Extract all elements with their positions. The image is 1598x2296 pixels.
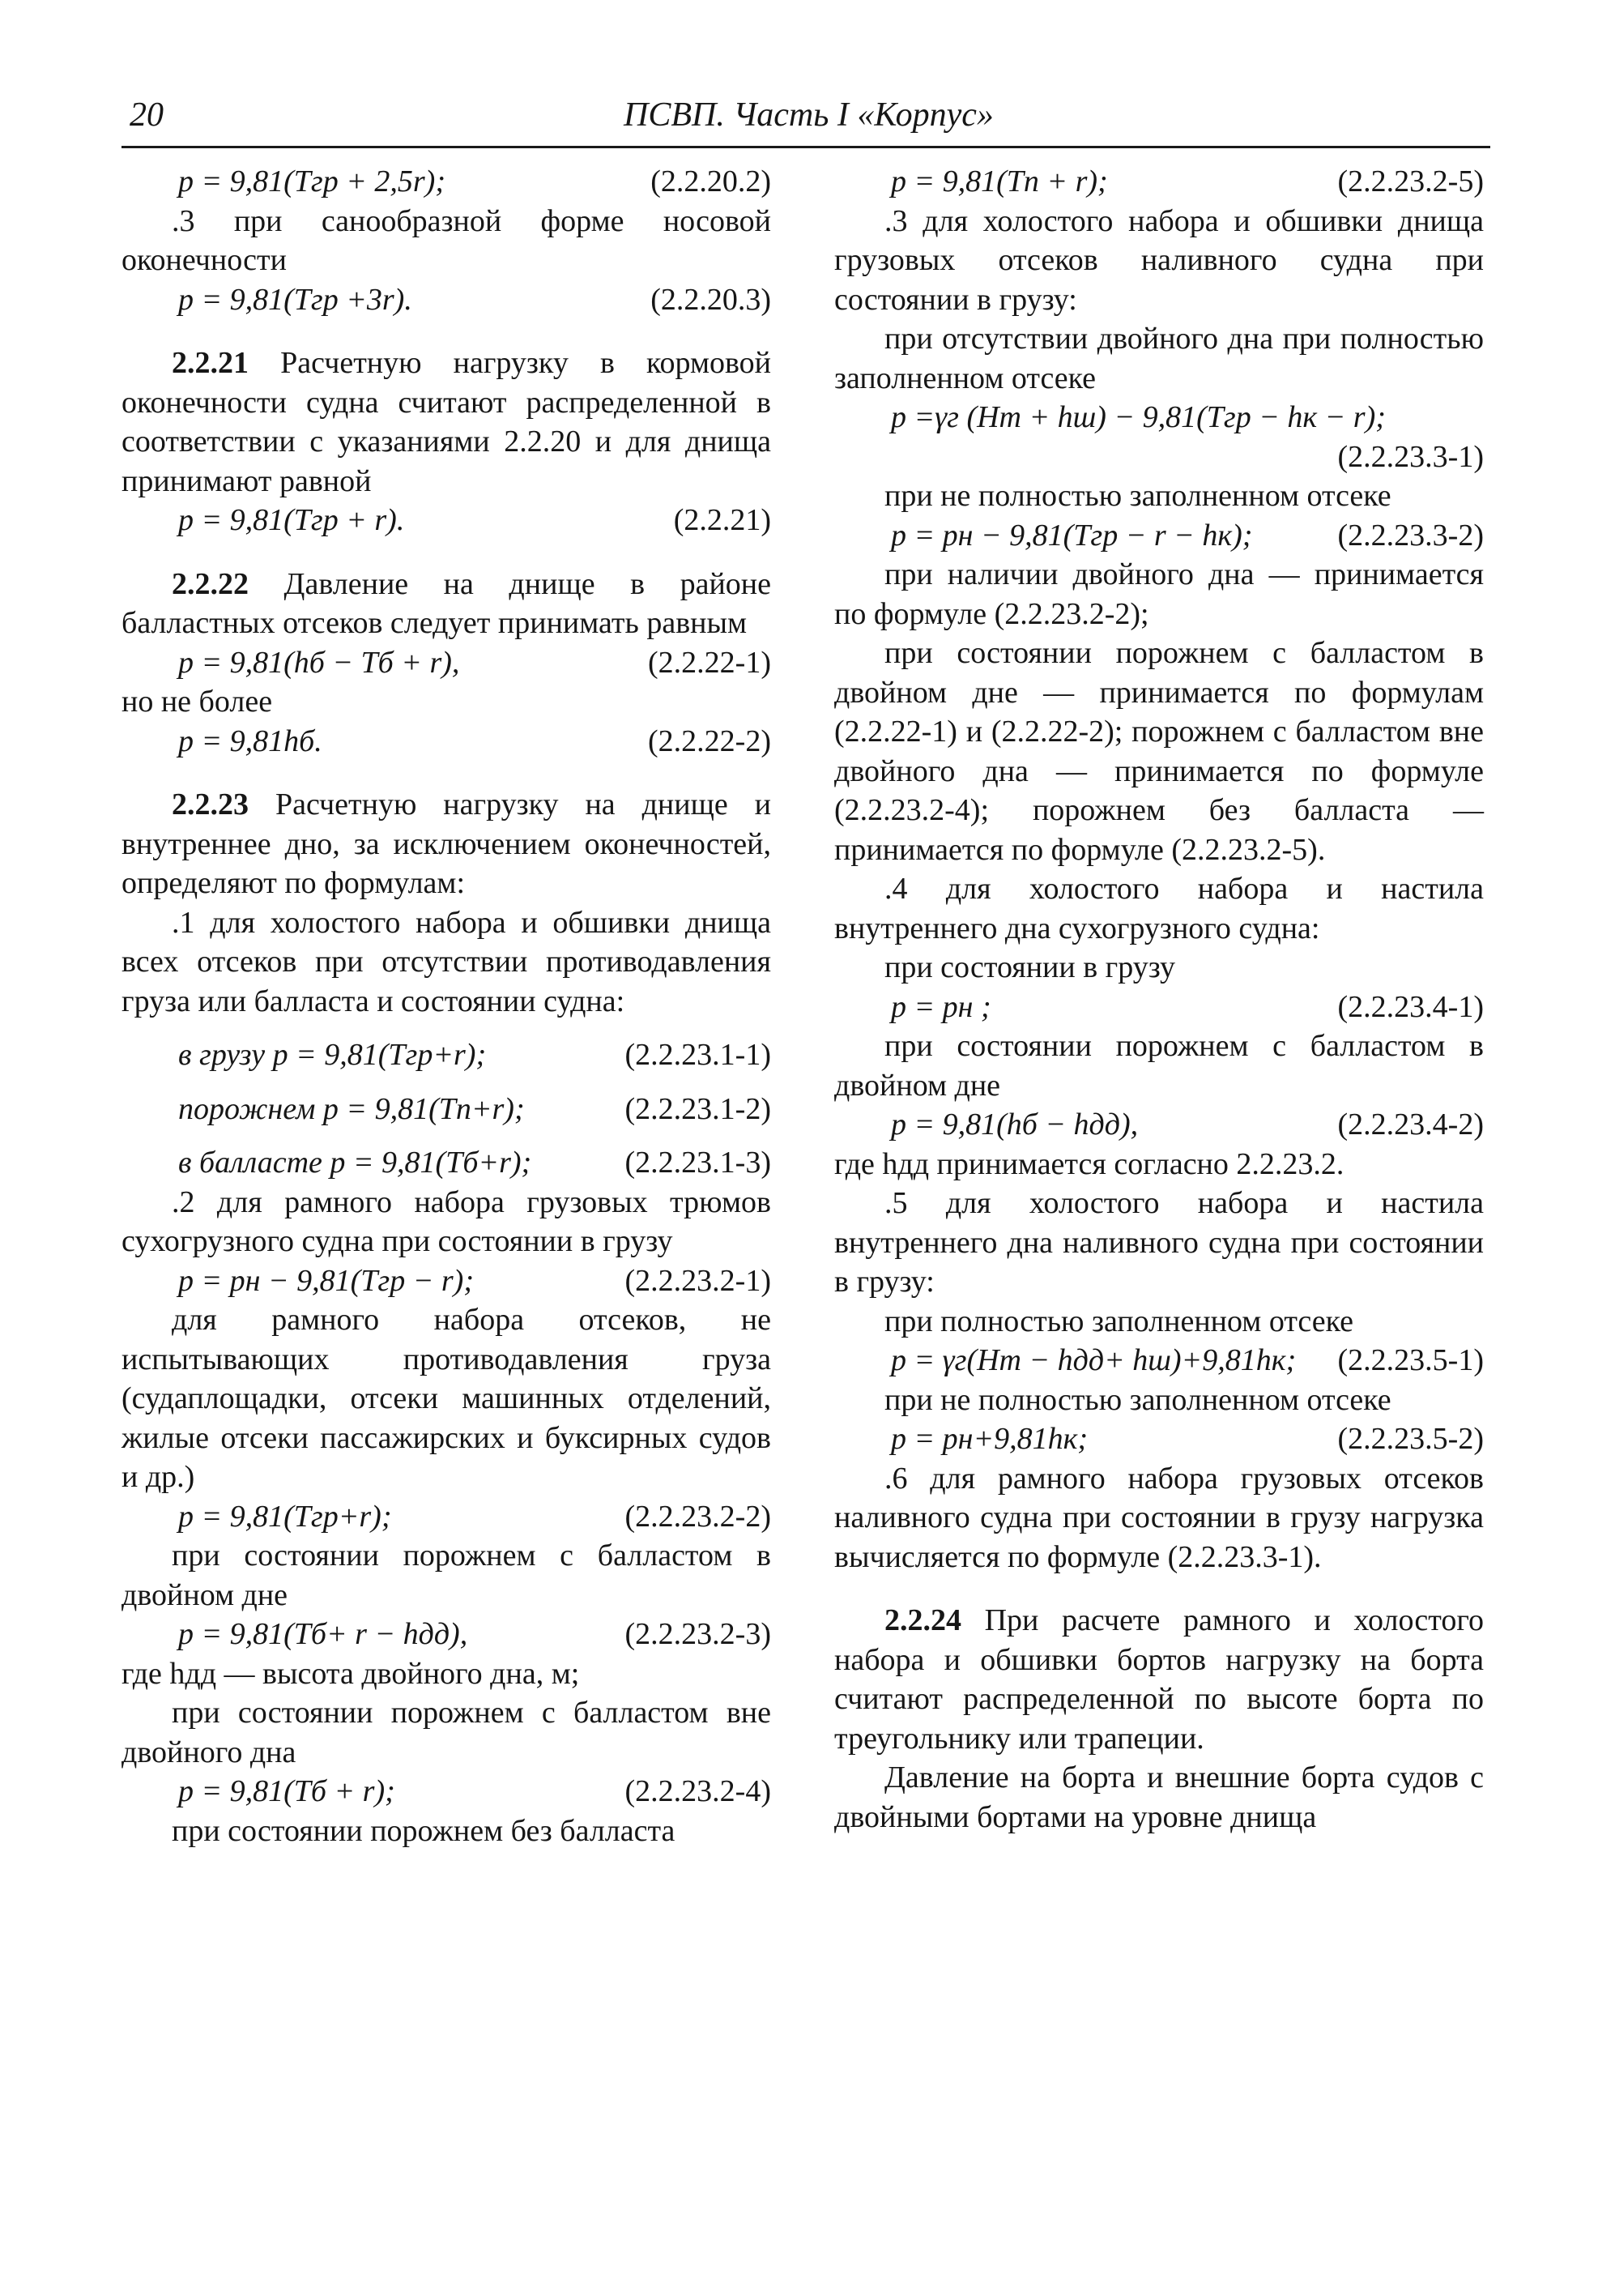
no-double-bottom-full: при отсутствии двойного дна при полностью заполненном отсеке — [834, 322, 1484, 395]
item-3-saw-bow: .3 при санообразной форме носовой оконечности — [121, 203, 771, 277]
empty-no-ballast: при состоянии порожнем без балласта — [172, 1813, 675, 1848]
formula-2-2-23-2-2: p = 9,81(Tгр+r); (2.2.23.2-2) — [178, 1499, 771, 1534]
clause-2-2-22: 2.2.22 Давление на днище в районе балластных отсеков следует принимать равным — [121, 566, 771, 640]
formula-2-2-20-2: p = 9,81(Tгр + 2,5r); (2.2.20.2) — [178, 164, 771, 198]
in-cargo: при состоянии в грузу — [884, 950, 1175, 984]
frame-paragraph: для рамного набора отсеков, не испытывающих противодавления груза (судаплощадки, отсеки машинных отделений, жилые отсеки пассажирских и буксирных судов и др.) — [121, 1303, 771, 1494]
item-2: .2 для рамного набора грузовых трюмов сухогрузного судна при состоянии в грузу — [121, 1184, 771, 1258]
formula-2-2-23-2-5: p = 9,81(Tп + r); (2.2.23.2-5) — [891, 164, 1484, 198]
item-6: .6 для рамного набора грузовых отсеков наливного судна при состоянии в грузу нагрузка вычисляется по формуле (2.2.23.3-1). — [834, 1461, 1484, 1574]
full-tank: при полностью заполненном отсеке — [884, 1304, 1353, 1338]
where-hdd-right: где hдд принимается согласно 2.2.23.2. — [834, 1146, 1344, 1181]
formula-2-2-23-2-4: p = 9,81(Tб + r); (2.2.23.2-4) — [178, 1774, 771, 1808]
empty-ballast-double-bottom-right: при состоянии порожнем с балластом в двойном дне — [834, 1029, 1484, 1103]
formula-2-2-20-3: p = 9,81(Tгр +3r). (2.2.20.3) — [178, 282, 771, 317]
empty-paragraph: при состоянии порожнем с балластом в двойном дне — принимается по формулам (2.2.22-1) и (2.2.22-2); порожнем с балластом вне двойного дна — принимается по формуле (2.2.23.2-4); порожнем без балласта — принимается по формуле (2.2.23.2-5). — [834, 636, 1484, 867]
with-double-bottom: при наличии двойного дна — принимается по формуле (2.2.23.2-2); — [834, 557, 1484, 631]
formula-2-2-23-2-1: p = pн − 9,81(Tгр − r); (2.2.23.2-1) — [178, 1263, 771, 1298]
formula-2-2-23-1-1: в грузу p = 9,81(Tгр+r); (2.2.23.1-1) — [178, 1038, 771, 1072]
left-column — [121, 162, 771, 1850]
page-number: 20 — [130, 96, 164, 134]
formula-2-2-23-4-2: p = 9,81(hб − hдд), (2.2.23.4-2) — [891, 1107, 1484, 1142]
item-3: .3 для холостого набора и обшивки днища грузовых отсеков наливного судна при состоянии в грузу: — [834, 203, 1484, 317]
formula-2-2-23-5-2: p = pн+9,81hк; (2.2.23.5-2) — [891, 1422, 1484, 1456]
formula-2-2-21: p = 9,81(Tгр + r). (2.2.21) — [178, 503, 771, 537]
not-more-text: но не более — [121, 685, 273, 719]
running-title: ПСВП. Часть I «Корпус» — [624, 96, 994, 134]
formula-2-2-23-1-2: порожнем p = 9,81(Tп+r); (2.2.23.1-2) — [178, 1091, 771, 1126]
item-4: .4 для холостого набора и настила внутреннего дна сухогрузного судна: — [834, 872, 1484, 945]
where-hdd: где hдд — высота двойного дна, м; — [121, 1656, 580, 1691]
formula-2-2-23-2-3: p = 9,81(Tб+ r − hдд), (2.2.23.2-3) — [178, 1617, 771, 1651]
formula-2-2-23-3-1: p =γг (Hт + hш) − 9,81(Tгр − hк − r); — [891, 400, 1386, 434]
clause-2-2-24: 2.2.24 При расчете рамного и холостого набора и обшивки бортов нагрузку на борта считают распределенной по высоте борта по треугольнику или трапеции. — [834, 1603, 1485, 1756]
formula-2-2-23-5-1: p = γг(Hт − hдд+ hш)+9,81hк; (2.2.23.5-1) — [891, 1343, 1484, 1377]
clause-2-2-21: 2.2.21 Расчетную нагрузку в кормовой оконечности судна считают распределенной в соответствии с указаниями 2.2.20 и для днища принимают равной — [121, 346, 772, 498]
formula-2-2-22-2: p = 9,81hб. (2.2.22-2) — [178, 723, 771, 758]
formula-2-2-23-1-3: в балласте p = 9,81(Tб+r); (2.2.23.1-3) — [178, 1146, 771, 1180]
formula-2-2-23-4-1: p = pн ; (2.2.23.4-1) — [891, 989, 1484, 1024]
right-column — [834, 162, 1484, 1837]
empty-ballast-outside: при состоянии порожнем с балластом вне двойного дна — [121, 1696, 771, 1769]
formula-2-2-23-3-1-number: (2.2.23.3-1) — [1337, 439, 1484, 474]
not-full-tank: при не полностью заполненном отсеке — [884, 479, 1391, 513]
formula-2-2-22-1: p = 9,81(hб − Tб + r), (2.2.22-1) — [178, 645, 771, 680]
item-5: .5 для холостого набора и настила внутреннего дна наливного судна при состоянии в грузу: — [834, 1186, 1484, 1299]
empty-ballast-double-bottom: при состоянии порожнем с балластом в двойном дне — [121, 1538, 771, 1612]
not-full-tank-2: при не полностью заполненном отсеке — [884, 1382, 1391, 1417]
item-1: .1 для холостого набора и обшивки днища всех отсеков при отсутствии противодавления груза или балласта и состоянии судна: — [121, 905, 771, 1018]
page-header — [121, 96, 1490, 148]
final-paragraph: Давление на борта и внешние борта судов с двойными бортами на уровне днища — [834, 1760, 1484, 1834]
formula-2-2-23-3-2: p = pн − 9,81(Tгр − r − hк); (2.2.23.3-2) — [891, 518, 1484, 553]
clause-2-2-23: 2.2.23 Расчетную нагрузку на днище и внутреннее дно, за исключением оконечностей, определяют по формулам: — [121, 787, 771, 900]
